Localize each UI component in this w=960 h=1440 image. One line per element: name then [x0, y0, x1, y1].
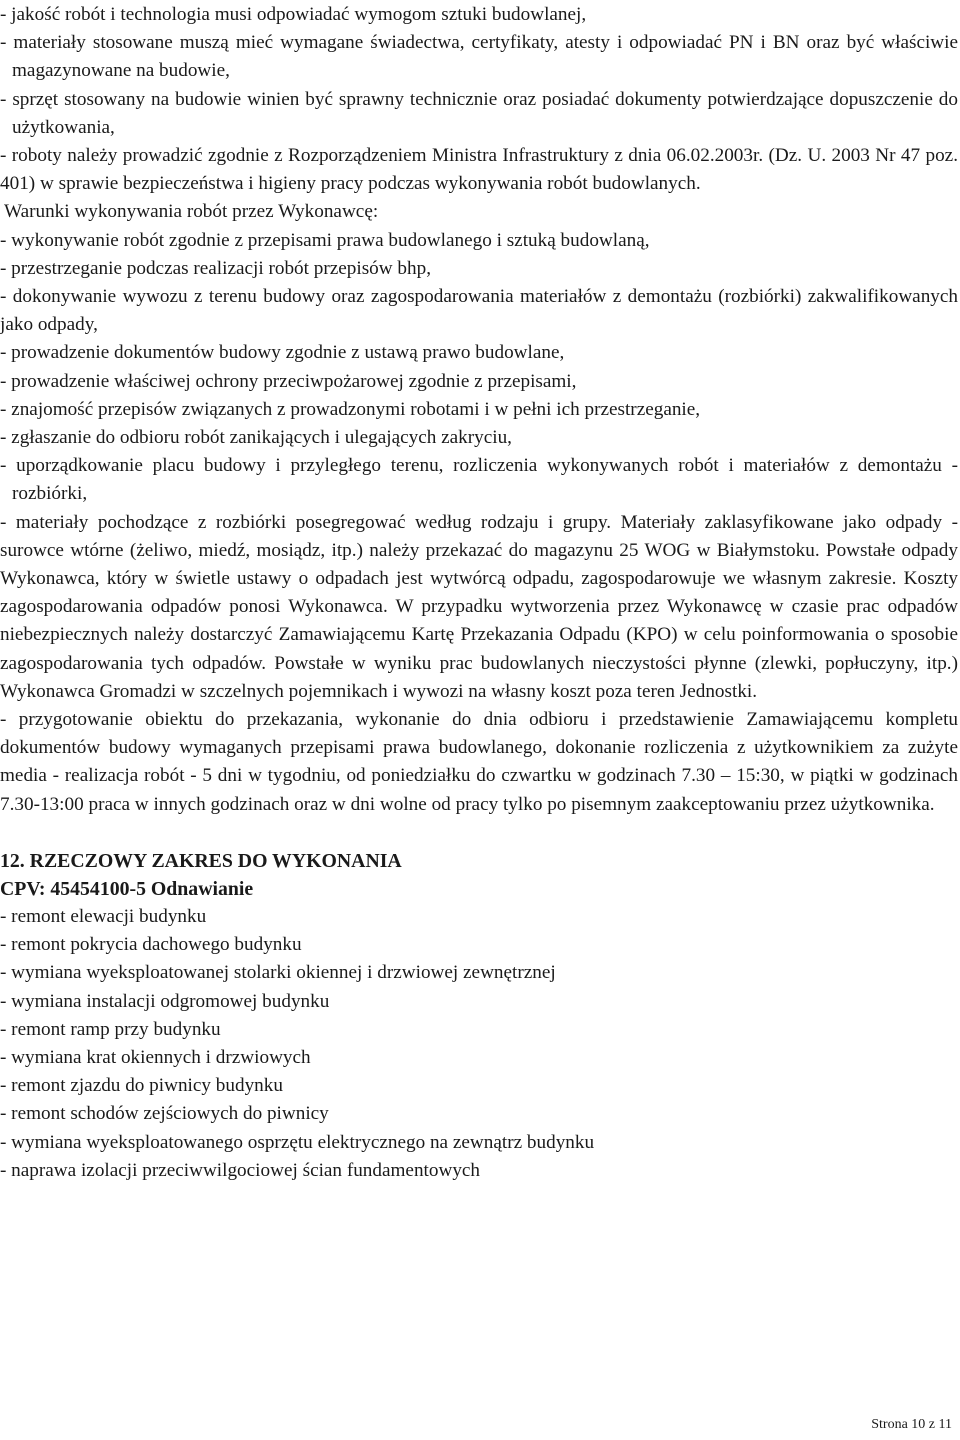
- conditions-heading: Warunki wykonywania robót przez Wykonawcę:: [4, 201, 379, 223]
- condition-item: - zgłaszanie do odbioru robót zanikających i ulegających zakryciu,: [0, 427, 512, 449]
- condition-item: - wykonywanie robót zgodnie z przepisami prawa budowlanego i sztuką budowlaną,: [0, 229, 650, 251]
- scope-item: - remont zjazdu do piwnicy budynku: [0, 1075, 283, 1097]
- intro-item-regulation: - roboty należy prowadzić zgodnie z Rozporządzeniem Ministra Infrastruktury z dnia 06.02.2003r. (Dz. U. 2003 Nr 47 poz. 401) w sprawie bezpieczeństwa i higieny pracy podczas wykonywania robót budowlanych.: [0, 145, 958, 195]
- scope-item: - wymiana wyeksploatowanego osprzętu elektrycznego na zewnątrz budynku: [0, 1131, 595, 1153]
- scope-item: - naprawa izolacji przeciwwilgociowej ścian fundamentowych: [0, 1159, 481, 1181]
- condition-item: - uporządkowanie placu budowy i przyległego terenu, rozliczenia wykonywanych robót i materiałów z demontażu - rozbiórki,: [0, 455, 958, 505]
- intro-item-materials: - materiały stosowane muszą mieć wymagane świadectwa, certyfikaty, atesty i odpowiadać PN i BN oraz być właściwie magazynowane na budowie,: [0, 32, 958, 82]
- scope-item: - wymiana instalacji odgromowej budynku: [0, 990, 330, 1012]
- condition-item: - przestrzeganie podczas realizacji robót przepisów bhp,: [0, 257, 431, 279]
- section-spacer: [0, 819, 958, 847]
- condition-item-waste: - materiały pochodzące z rozbiórki posegregować według rodzaju i grupy. Materiały zaklasyfikowane jako odpady - surowce wtórne (żeliwo, miedź, mosiądz, itp.) należy przekazać do magazynu 25 WOG w Białymstoku. Powstałe odpady Wykonawca, który w świetle ustawy o odpadach jest wytwórcą odpadu, zagospodarowuje we własnym zakresie. Koszty zagospodarowania odpadów ponosi Wykonawca. W przypadku wytworzenia przez Wykonawcę w czasie prac odpadów niebezpiecznych należy dostarczyć Zamawiającemu Kartę Przekazania Odpadu (KPO) w celu poinformowania o sposobie zagospodarowania tych odpadów. Powstałe w wyniku prac budowlanych nieczystości płynne (zlewki, popłuczyny, itp.) Wykonawca Gromadzi w szczelnych pojemnikach i wywozi na własny koszt poza teren Jednostki.: [0, 511, 958, 702]
- page-content: [0, 1, 958, 1185]
- condition-item: - dokonywanie wywozu z terenu budowy oraz zagospodarowania materiałów z demontażu (rozbiórki) zakwalifikowanych jako odpady,: [0, 286, 958, 336]
- intro-item-quality: - jakość robót i technologia musi odpowiadać wymogom sztuki budowlanej,: [0, 4, 587, 25]
- scope-item: - remont pokrycia dachowego budynku: [0, 934, 302, 956]
- condition-item: - znajomość przepisów związanych z prowadzonymi robotami i w pełni ich przestrzeganie,: [0, 398, 701, 420]
- scope-item: - remont elewacji budynku: [0, 905, 207, 927]
- condition-item-handover: - przygotowanie obiektu do przekazania, wykonanie do dnia odbioru i przedstawienie Zamawiającemu kompletu dokumentów budowy wymaganych przepisami prawa budowlanego, dokonanie rozliczenia z użytkownikiem za zużyte media - realizacja robót - 5 dni w tygodniu, od poniedziałku do czwartku w godzinach 7.30 – 15:30, w piątki w godzinach 7.30-13:00 praca w innych godzinach oraz w dni wolne od pracy tylko po pisemnym zaakceptowaniu przez użytkownika.: [0, 709, 958, 815]
- scope-item: - remont ramp przy budynku: [0, 1018, 221, 1040]
- scope-item: - wymiana wyeksploatowanej stolarki okiennej i drzwiowej zewnętrznej: [0, 962, 556, 984]
- page-number: Strona 10 z 11: [871, 1417, 952, 1432]
- condition-item: - prowadzenie właściwej ochrony przeciwpożarowej zgodnie z przepisami,: [0, 370, 577, 392]
- condition-item: - prowadzenie dokumentów budowy zgodnie z ustawą prawo budowlane,: [0, 342, 565, 364]
- cpv-code: CPV: 45454100-5 Odnawianie: [0, 877, 254, 900]
- intro-item-equipment: - sprzęt stosowany na budowie winien być sprawny technicznie oraz posiadać dokumenty potwierdzające dopuszczenie do użytkowania,: [0, 88, 958, 138]
- section-title: 12. RZECZOWY ZAKRES DO WYKONANIA: [0, 849, 402, 872]
- scope-item: - wymiana krat okiennych i drzwiowych: [0, 1046, 311, 1068]
- scope-item: - remont schodów zejściowych do piwnicy: [0, 1103, 329, 1125]
